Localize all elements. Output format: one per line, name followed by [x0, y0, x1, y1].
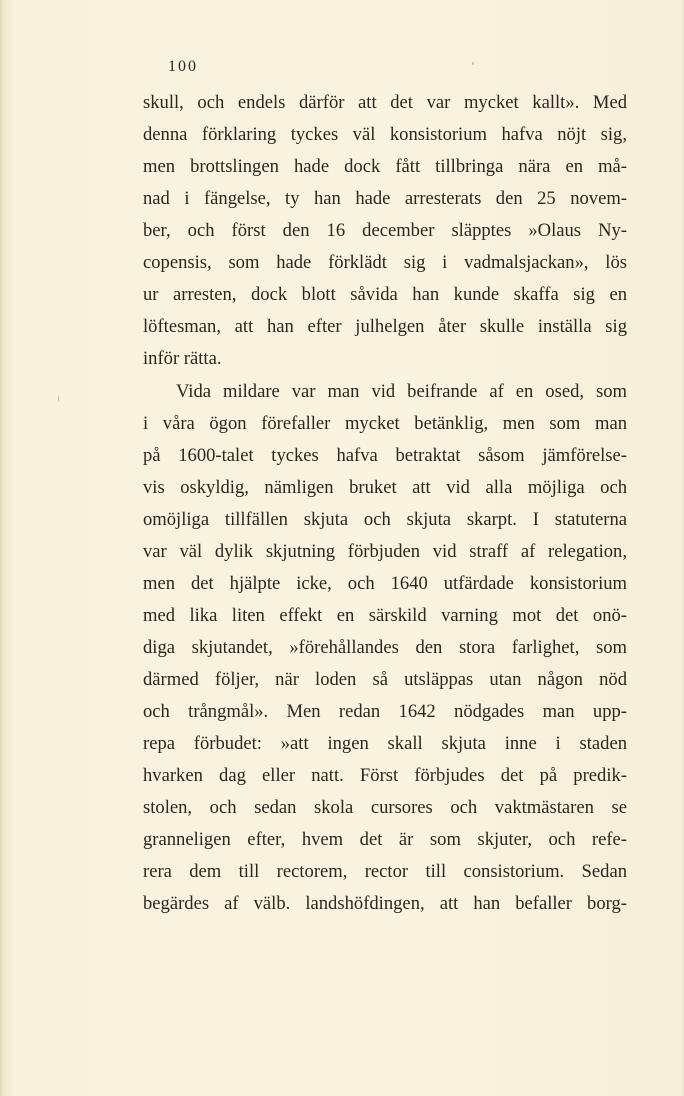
- text-line: diga skjutandet, »förehållandes den stora farlighet, som: [143, 637, 627, 658]
- page-number: 100: [168, 58, 198, 75]
- text-line: repa förbudet: »att ingen skall skjuta inne i staden: [143, 733, 627, 754]
- text-line: därmed följer, när loden så utsläppas utan någon nöd: [143, 669, 627, 690]
- text-line: nad i fängelse, ty han hade arresterats den 25 novem-: [143, 188, 627, 209]
- text-line: och trångmål». Men redan 1642 nödgades man upp-: [143, 701, 627, 722]
- text-line: ber, och först den 16 december släpptes »Olaus Ny-: [143, 220, 627, 241]
- text-line: granneligen efter, hvem det är som skjuter, och refe-: [143, 829, 627, 850]
- text-line: hvarken dag eller natt. Först förbjudes det på predik-: [143, 765, 627, 786]
- text-line: men det hjälpte icke, och 1640 utfärdade konsistorium: [143, 573, 627, 594]
- paper-speck: [58, 395, 59, 402]
- text-line: med lika liten effekt en särskild varning mot det onö-: [143, 605, 627, 626]
- text-line: i våra ögon förefaller mycket betänklig, men som man: [143, 413, 627, 434]
- text-line: på 1600-talet tyckes hafva betraktat såsom jämförelse-: [143, 445, 627, 466]
- text-line: inför rätta.: [143, 348, 222, 369]
- text-line: omöjliga tillfällen skjuta och skjuta skarpt. I statuterna: [143, 509, 627, 530]
- text-line: denna förklaring tyckes väl konsistorium hafva nöjt sig,: [143, 124, 627, 145]
- text-line: men brottslingen hade dock fått tillbringa nära en må-: [143, 156, 627, 177]
- paper-speck: [472, 62, 474, 65]
- text-line: copensis, som hade förklädt sig i vadmalsjackan», lös: [143, 252, 627, 273]
- text-line: ur arresten, dock blott såvida han kunde skaffa sig en: [143, 284, 627, 305]
- text-line: stolen, och sedan skola cursores och vaktmästaren se: [143, 797, 627, 818]
- text-line: löftesman, att han efter julhelgen åter skulle inställa sig: [143, 316, 627, 337]
- text-line: rera dem till rectorem, rector till consistorium. Sedan: [143, 861, 627, 882]
- text-line: var väl dylik skjutning förbjuden vid straff af relegation,: [143, 541, 627, 562]
- text-line: Vida mildare var man vid beifrande af en osed, som: [176, 381, 627, 402]
- text-line: skull, och endels därför att det var mycket kallt». Med: [143, 92, 627, 113]
- text-line: vis oskyldig, nämligen bruket att vid alla möjliga och: [143, 477, 627, 498]
- text-line: begärdes af välb. landshöfdingen, att han befaller borg-: [143, 893, 627, 914]
